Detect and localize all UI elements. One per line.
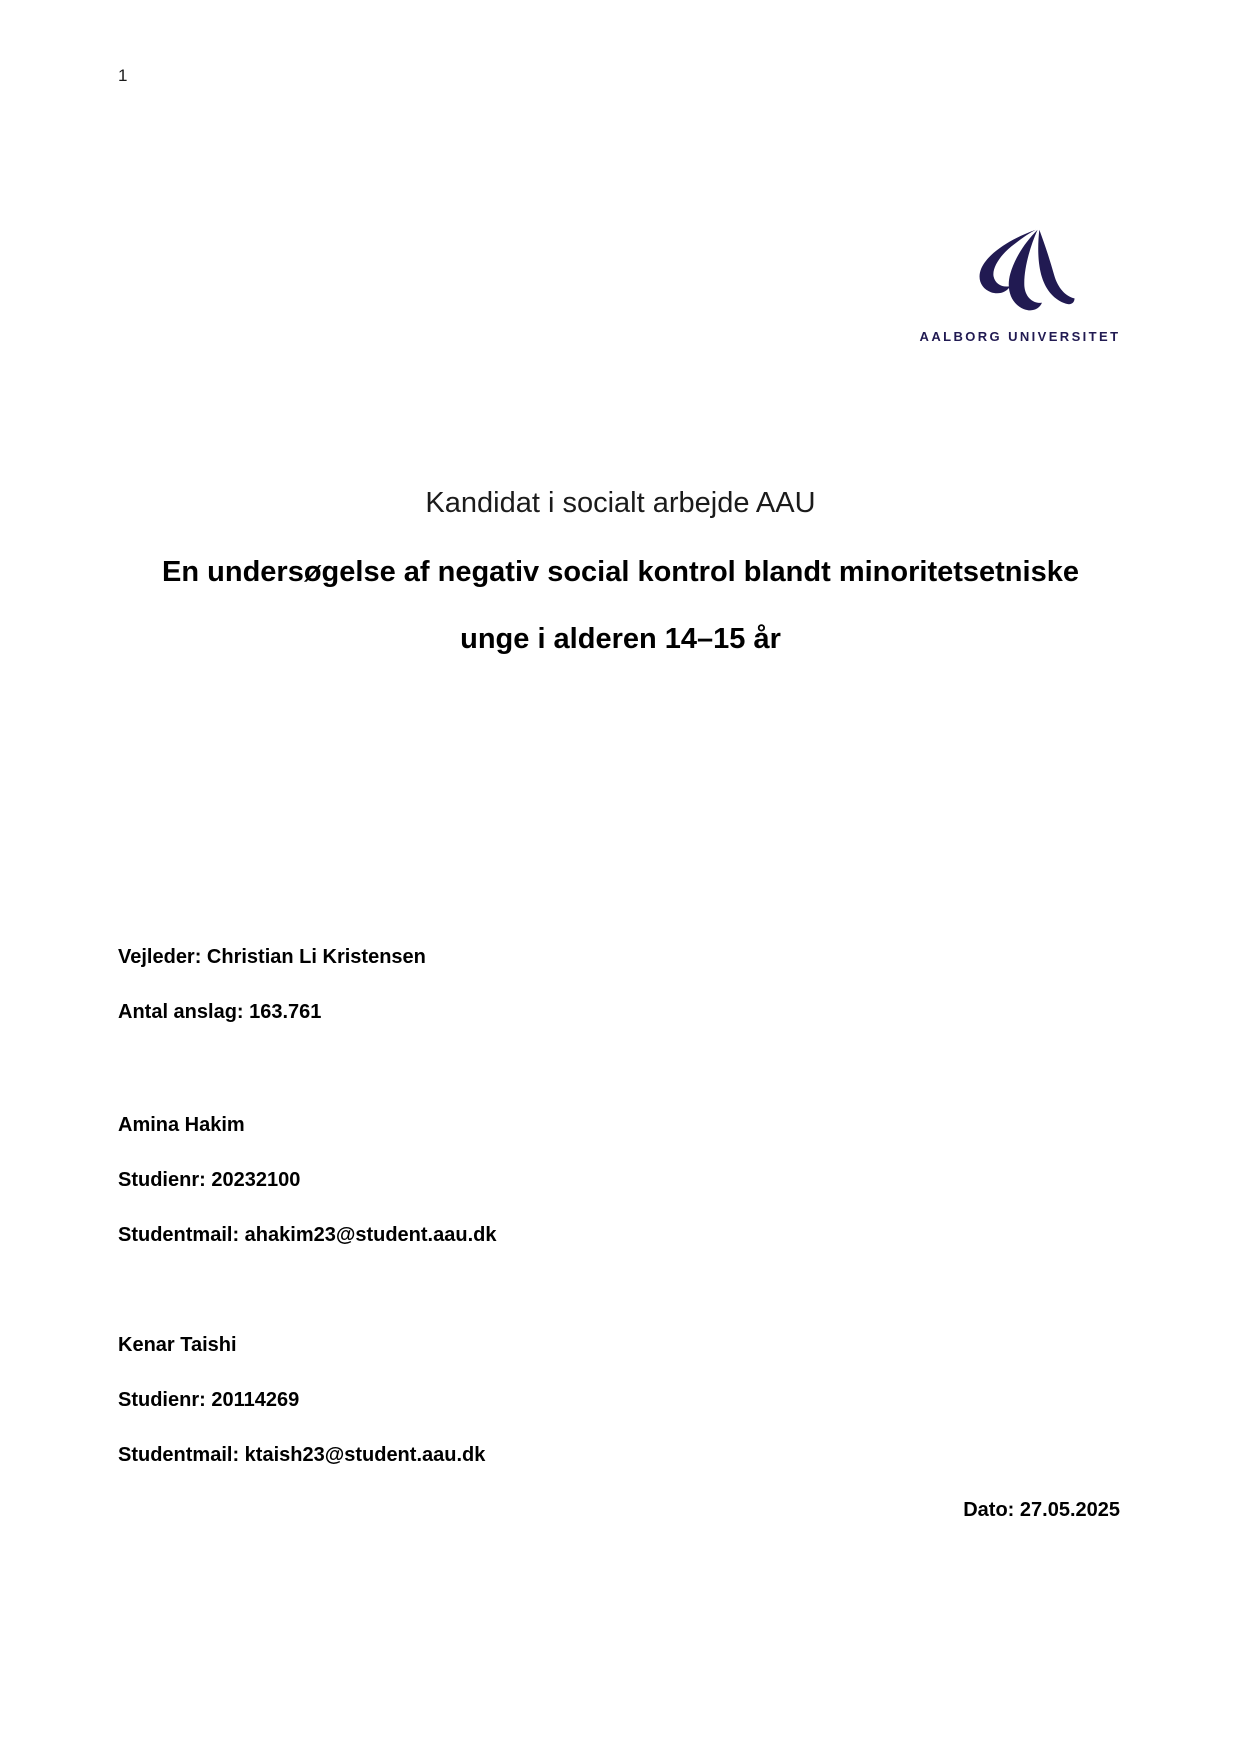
author-student-number: Studienr: 20114269 [118, 1389, 300, 1411]
program-title: Kandidat i socialt arbejde AAU [425, 487, 816, 519]
page-number: 1 [118, 66, 128, 85]
author-student-number: Studienr: 20232100 [118, 1169, 301, 1191]
thesis-title-line2: unge i alderen 14–15 år [460, 623, 781, 655]
aau-swirl-icon [969, 228, 1085, 316]
author-name: Amina Hakim [118, 1114, 245, 1136]
supervisor-line: Vejleder: Christian Li Kristensen [118, 946, 426, 968]
university-wordmark: AALBORG UNIVERSITET [919, 329, 1121, 344]
thesis-title-line1: En undersøgelse af negativ social kontrol blandt minoritetsetniske [162, 556, 1079, 588]
author-student-mail: Studentmail: ahakim23@student.aau.dk [118, 1224, 497, 1246]
character-count-line: Antal anslag: 163.761 [118, 1001, 322, 1023]
author-student-mail: Studentmail: ktaish23@student.aau.dk [118, 1444, 486, 1466]
author-name: Kenar Taishi [118, 1334, 237, 1356]
date-line: Dato: 27.05.2025 [963, 1499, 1120, 1521]
aalborg-university-logo [900, 228, 1140, 344]
